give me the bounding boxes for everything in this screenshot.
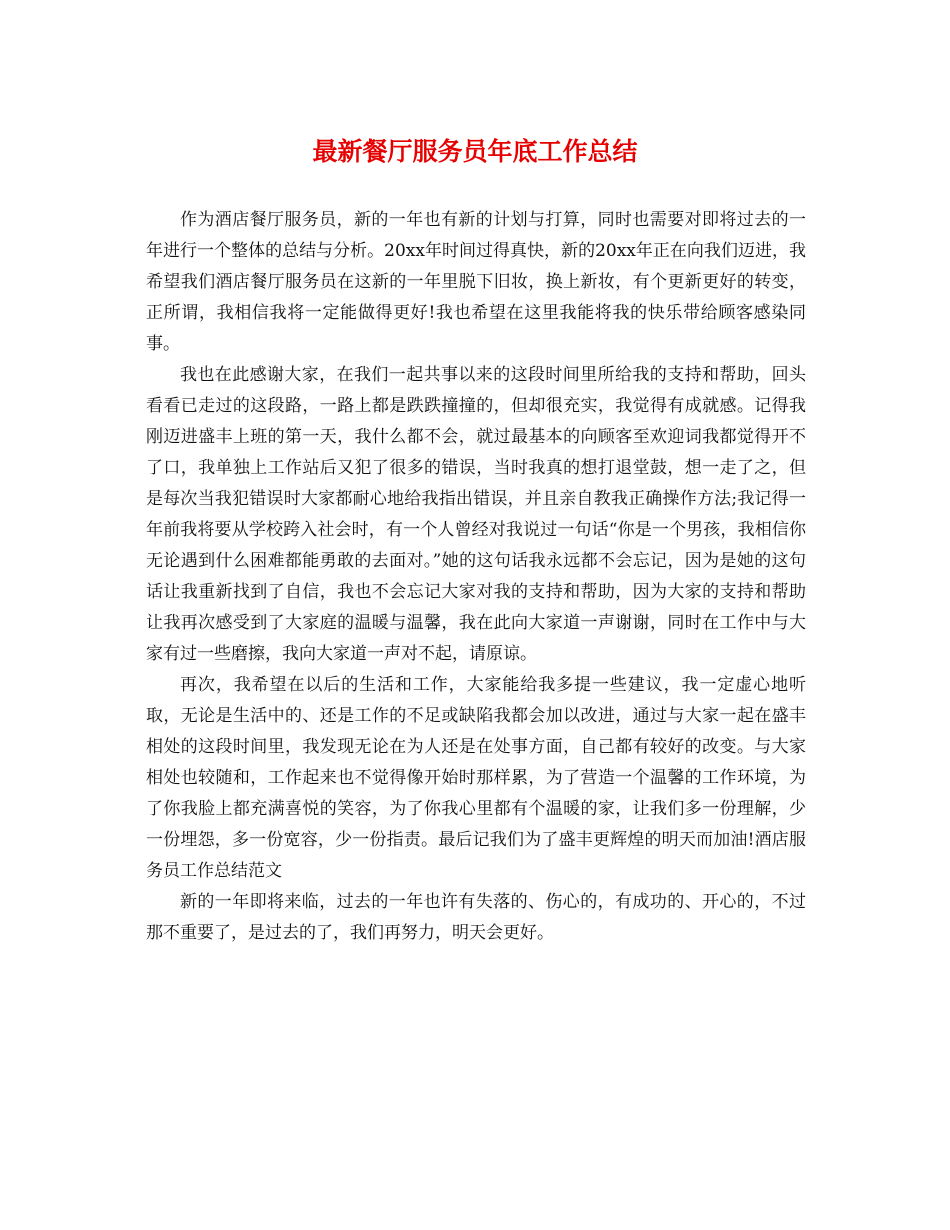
document-title: 最新餐厅服务员年底工作总结 bbox=[312, 137, 638, 166]
paragraph-3: 再次，我希望在以后的生活和工作，大家能给我多提一些建议，我一定虚心地听取，无论是生活中的、还是工作的不足或缺陷我都会加以改进，通过与大家一起在盛丰相处的这段时间里，我发现无论在为人还是在处事方面，自己都有较好的改变。与大家相处也较随和，工作起来也不觉得像开始时那样累，为了营造一个温馨的工作环境，为了你我脸上都充满喜悦的笑容，为了你我心里都有个温暖的家，让我们多一份理解，少一份埋怨，多一份宽容，少一份指责。最后记我们为了盛丰更辉煌的明天而加油!酒店服务员工作总结范文 bbox=[146, 675, 806, 881]
document-body bbox=[146, 205, 806, 949]
paragraph-4: 新的一年即将来临，过去的一年也许有失落的、伤心的，有成功的、开心的，不过那不重要了，是过去的了，我们再努力，明天会更好。 bbox=[146, 892, 806, 943]
paragraph-2: 我也在此感谢大家，在我们一起共事以来的这段时间里所给我的支持和帮助，回头看看已走过的这段路，一路上都是跌跌撞撞的，但却很充实，我觉得有成就感。记得我刚迈进盛丰上班的第一天，我什么都不会，就过最基本的向顾客至欢迎词我都觉得开不了口，我单独上工作站后又犯了很多的错误，当时我真的想打退堂鼓，想一走了之，但是每次当我犯错误时大家都耐心地给我指出错误，并且亲自教我正确操作方法;我记得一年前我将要从学校跨入社会时，有一个人曾经对我说过一句话“你是一个男孩，我相信你无论遇到什么困难都能勇敢的去面对。”她的这句话我永远都不会忘记，因为是她的这句话让我重新找到了自信，我也不会忘记大家对我的支持和帮助，因为大家的支持和帮助让我再次感受到了大家庭的温暖与温馨，我在此向大家道一声谢谢，同时在工作中与大家有过一些磨擦，我向大家道一声对不起，请原谅。 bbox=[146, 365, 806, 664]
paragraph-1: 作为酒店餐厅服务员，新的一年也有新的计划与打算，同时也需要对即将过去的一年进行一个整体的总结与分析。20xx年时间过得真快，新的20xx年正在向我们迈进，我希望我们酒店餐厅服务员在这新的一年里脱下旧妆，换上新妆，有个更新更好的转变，正所谓，我相信我将一定能做得更好!我也希望在这里我能将我的快乐带给顾客感染同事。 bbox=[146, 210, 806, 354]
